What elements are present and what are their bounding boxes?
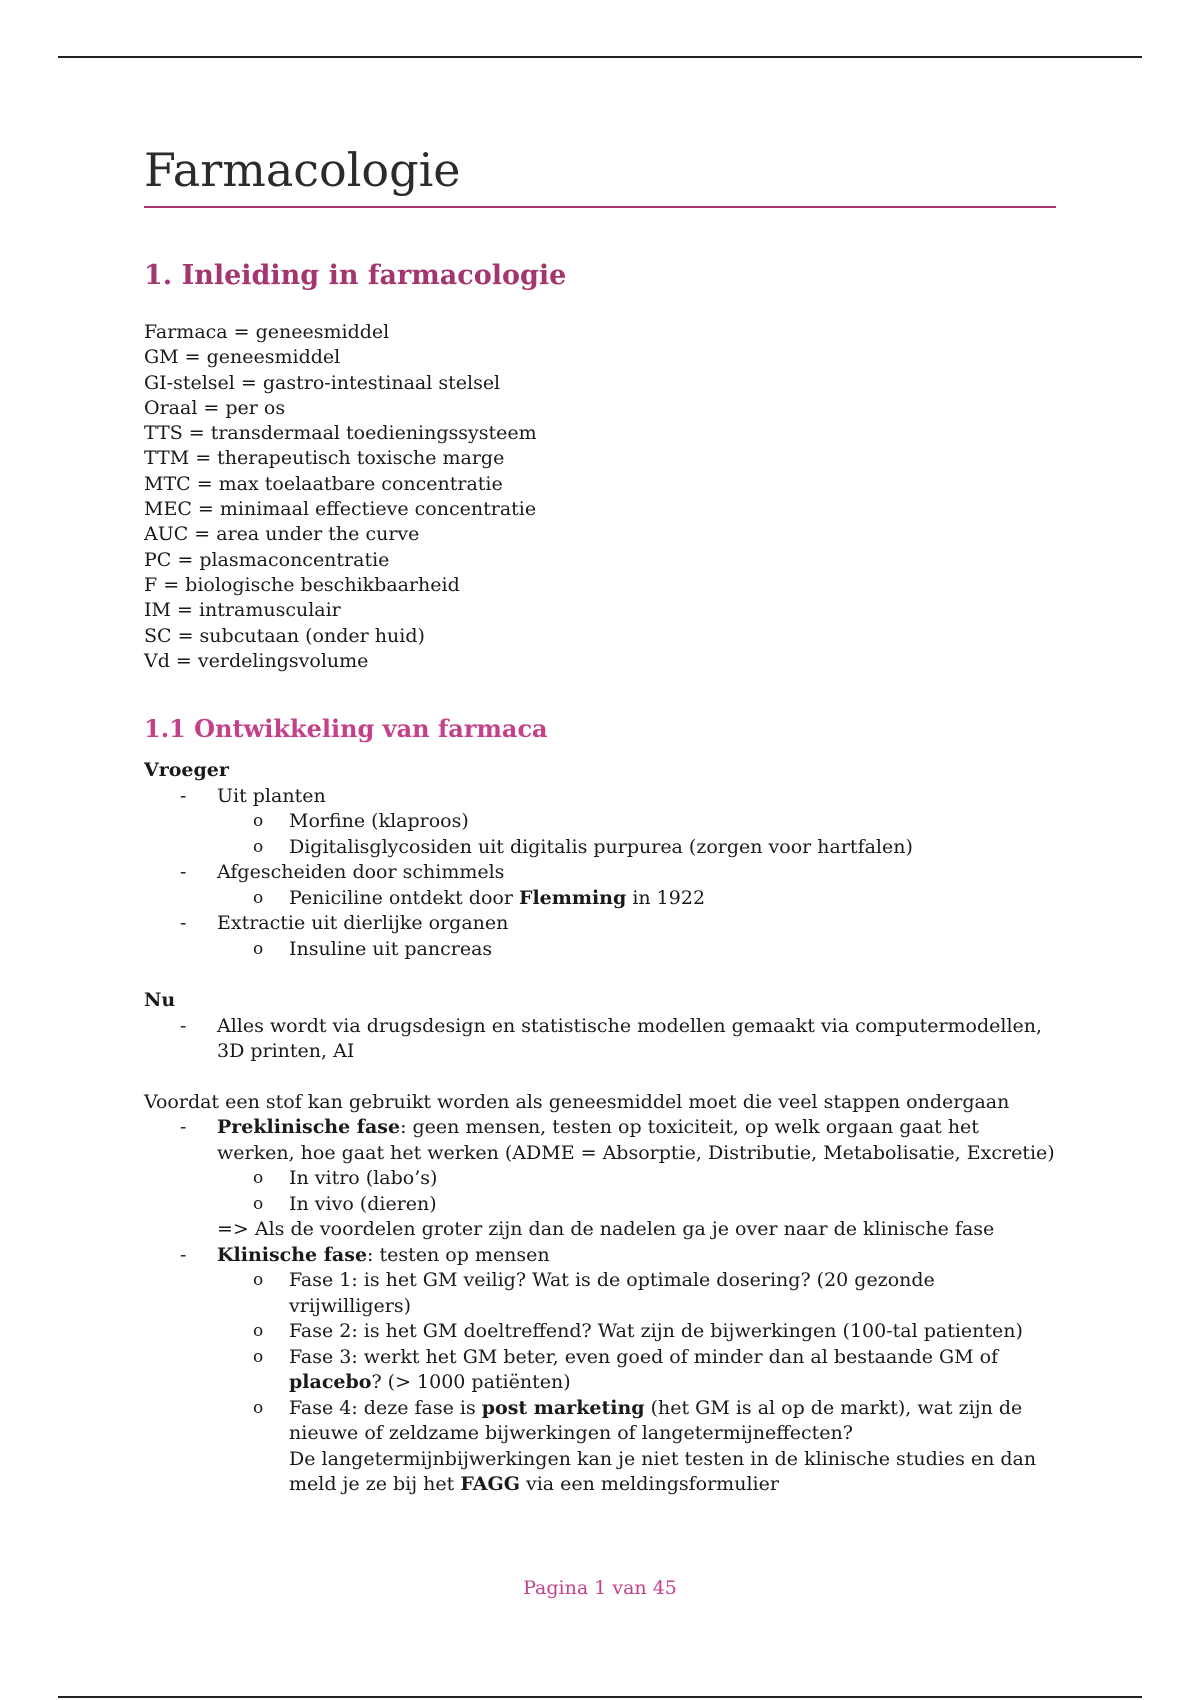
dash-marker: - <box>180 861 187 884</box>
circle-marker: o <box>253 1168 264 1189</box>
circle-marker: o <box>253 836 264 857</box>
abbreviation-item: GM = geneesmiddel <box>144 346 341 369</box>
dash-marker: - <box>180 1116 187 1139</box>
list-item-continuation: De langetermijnbijwerkingen kan je niet testen in de klinische studies en dan <box>289 1447 1037 1470</box>
list-item-continuation: 3D printen, AI <box>217 1040 355 1063</box>
list-item: o Insuline uit pancreas <box>144 937 1056 963</box>
list-item: o Digitalisglycosiden uit digitalis purpurea (zorgen voor hartfalen) <box>144 835 1056 861</box>
dash-marker: - <box>180 912 187 935</box>
abbreviation-item: AUC = area under the curve <box>144 523 420 546</box>
circle-marker: o <box>253 1321 264 1342</box>
abbreviation-list <box>144 320 1056 674</box>
page-title: Farmacologie <box>144 140 1056 208</box>
list-item: o Fase 2: is het GM doeltreffend? Wat zijn de bijwerkingen (100-tal patienten) <box>144 1319 1056 1345</box>
list-item: o Fase 3: werkt het GM beter, even goed of minder dan al bestaande GM of <box>144 1345 1056 1371</box>
dash-marker: - <box>180 1014 187 1037</box>
circle-marker: o <box>253 1193 264 1214</box>
list-item: o Morfine (klaproos) <box>144 809 1056 835</box>
list-item: - Preklinische fase: geen mensen, testen op toxiciteit, op welk orgaan gaat het <box>144 1115 1056 1141</box>
list-item: o In vivo (dieren) <box>144 1192 1056 1218</box>
list-item: - Uit planten <box>144 784 1056 810</box>
list-item: o Fase 1: is het GM veilig? Wat is de optimale dosering? (20 gezonde <box>144 1268 1056 1294</box>
list-item: o In vitro (labo’s) <box>144 1166 1056 1192</box>
dash-marker: - <box>180 1243 187 1266</box>
list-item: - Extractie uit dierlijke organen <box>144 911 1056 937</box>
dash-marker: - <box>180 784 187 807</box>
abbreviation-item: Farmaca = geneesmiddel <box>144 321 390 343</box>
page-footer: Pagina 1 van 45 <box>523 1577 677 1599</box>
abbreviation-item: Oraal = per os <box>144 396 286 419</box>
nu-label: Nu <box>144 989 176 1012</box>
conclusion-line: => Als de voordelen groter zijn dan de nadelen ga je over naar de klinische fase <box>217 1218 995 1241</box>
list-item-continuation: werken, hoe gaat het werken (ADME = Absorptie, Distributie, Metabolisatie, Excretie) <box>217 1141 1055 1164</box>
abbreviation-item: SC = subcutaan (onder huid) <box>144 624 425 647</box>
list-item: - Alles wordt via drugsdesign en statistische modellen gemaakt via computermodellen, <box>144 1014 1056 1040</box>
circle-marker: o <box>253 1397 264 1418</box>
abbreviation-item: PC = plasmaconcentratie <box>144 548 390 571</box>
circle-marker: o <box>253 1346 264 1367</box>
list-item-continuation: meld je ze bij het FAGG via een meldingsformulier <box>289 1473 779 1496</box>
list-item-continuation: vrijwilligers) <box>289 1294 412 1317</box>
circle-marker: o <box>253 938 264 959</box>
list-item: - Klinische fase: testen op mensen <box>144 1243 1056 1269</box>
circle-marker: o <box>253 887 264 908</box>
top-rule <box>58 56 1142 58</box>
list-item: o Peniciline ontdekt door Flemming in 1922 <box>144 886 1056 912</box>
page-content <box>144 140 1056 1498</box>
abbreviation-item: IM = intramusculair <box>144 599 341 622</box>
abbreviation-item: GI-stelsel = gastro-intestinaal stelsel <box>144 371 501 394</box>
ontwikkeling-body <box>144 758 1056 1498</box>
circle-marker: o <box>253 1270 264 1291</box>
section-heading-inleiding: 1. Inleiding in farmacologie <box>144 260 567 291</box>
paragraph-voordat: Voordat een stof kan gebruikt worden als geneesmiddel moet die veel stappen ondergaan <box>144 1090 1010 1113</box>
list-item-continuation: nieuwe of zeldzame bijwerkingen of langetermijneffecten? <box>289 1422 853 1445</box>
list-item: - Afgescheiden door schimmels <box>144 860 1056 886</box>
abbreviation-item: TTM = therapeutisch toxische marge <box>144 447 505 470</box>
abbreviation-item: MEC = minimaal effectieve concentratie <box>144 498 537 521</box>
list-item: o Fase 4: deze fase is post marketing (het GM is al op de markt), wat zijn de <box>144 1396 1056 1422</box>
list-item-continuation: placebo? (> 1000 patiënten) <box>289 1371 571 1394</box>
abbreviation-item: TTS = transdermaal toedieningssysteem <box>144 422 537 445</box>
abbreviation-item: F = biologische beschikbaarheid <box>144 573 460 596</box>
circle-marker: o <box>253 811 264 832</box>
section-heading-ontwikkeling: 1.1 Ontwikkeling van farmaca <box>144 714 548 744</box>
vroeger-label: Vroeger <box>144 759 229 782</box>
abbreviation-item: MTC = max toelaatbare concentratie <box>144 472 503 495</box>
bottom-rule <box>58 1696 1142 1698</box>
abbreviation-item: Vd = verdelingsvolume <box>144 649 369 672</box>
